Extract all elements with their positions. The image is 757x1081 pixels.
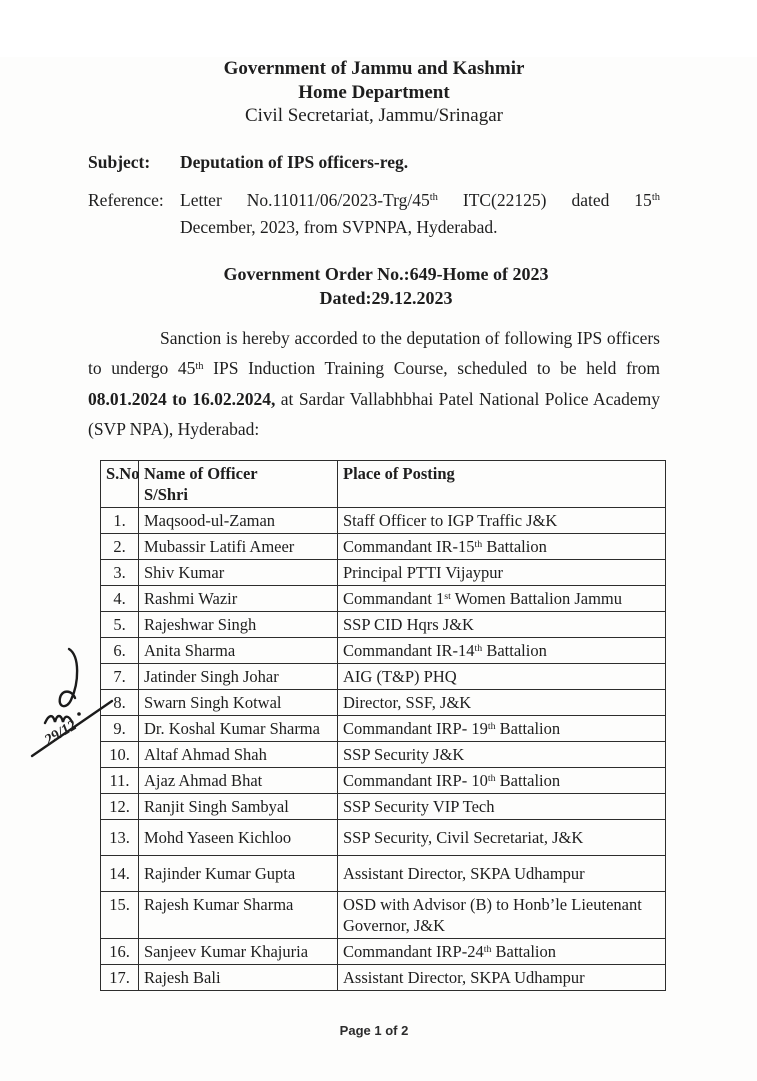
sno-cell: 10. xyxy=(101,741,139,767)
posting-cell: AIG (T&P) PHQ xyxy=(338,663,666,689)
officer-table-body xyxy=(101,507,666,990)
order-number-line: Government Order No.:649-Home of 2023 xyxy=(223,263,549,284)
department-title: Home Department xyxy=(298,81,450,103)
sno-cell: 16. xyxy=(101,938,139,964)
sno-cell: 13. xyxy=(101,819,139,855)
posting-cell: Commandant IR-14th Battalion xyxy=(338,637,666,663)
posting-cell: Commandant IRP- 10th Battalion xyxy=(338,767,666,793)
table-row xyxy=(101,689,666,715)
officer-name-cell: Swarn Singh Kotwal xyxy=(139,689,338,715)
posting-cell: Director, SSF, J&K xyxy=(338,689,666,715)
posting-cell: Commandant IR-15th Battalion xyxy=(338,533,666,559)
table-row xyxy=(101,533,666,559)
posting-cell: SSP Security, Civil Secretariat, J&K xyxy=(338,819,666,855)
sno-cell: 15. xyxy=(101,891,139,938)
header-sno: S.No xyxy=(101,460,139,507)
sno-cell: 9. xyxy=(101,715,139,741)
officer-name-cell: Jatinder Singh Johar xyxy=(139,663,338,689)
table-row xyxy=(101,855,666,891)
table-row xyxy=(101,819,666,855)
sno-cell: 4. xyxy=(101,585,139,611)
officer-name-cell: Ranjit Singh Sambyal xyxy=(139,793,338,819)
header-name: Name of Officer S/Shri xyxy=(139,460,338,507)
sno-cell: 12. xyxy=(101,793,139,819)
officer-name-cell: Maqsood-ul-Zaman xyxy=(139,507,338,533)
reference-line-2: December, 2023, from SVPNPA, Hyderabad. xyxy=(180,216,498,237)
officer-name-cell: Sanjeev Kumar Khajuria xyxy=(139,938,338,964)
sno-cell: 2. xyxy=(101,533,139,559)
officer-name-cell: Dr. Koshal Kumar Sharma xyxy=(139,715,338,741)
posting-cell: SSP Security J&K xyxy=(338,741,666,767)
sno-cell: 14. xyxy=(101,855,139,891)
government-title: Government of Jammu and Kashmir xyxy=(223,58,525,79)
table-row xyxy=(101,507,666,533)
officer-name-cell: Rashmi Wazir xyxy=(139,585,338,611)
signature-scribble-icon xyxy=(28,643,120,767)
table-row xyxy=(101,741,666,767)
posting-cell: Commandant IRP-24th Battalion xyxy=(338,938,666,964)
sno-cell: 5. xyxy=(101,611,139,637)
table-row xyxy=(101,938,666,964)
reference-text xyxy=(180,187,660,241)
sno-cell: 11. xyxy=(101,767,139,793)
table-row xyxy=(101,964,666,990)
order-date-line: Dated:29.12.2023 xyxy=(319,287,453,308)
posting-cell: Principal PTTI Vijaypur xyxy=(338,559,666,585)
table-row xyxy=(101,585,666,611)
reference-row xyxy=(88,187,660,241)
officer-name-cell: Altaf Ahmad Shah xyxy=(139,741,338,767)
secretariat-line: Civil Secretariat, Jammu/Srinagar xyxy=(244,105,503,126)
officer-name-cell: Mubassir Latifi Ameer xyxy=(139,533,338,559)
officer-table xyxy=(100,460,666,991)
handwritten-signature xyxy=(28,643,120,767)
subject-text: Deputation of IPS officers-reg. xyxy=(180,151,409,172)
officer-name-cell: Rajesh Bali xyxy=(139,964,338,990)
posting-cell: Staff Officer to IGP Traffic J&K xyxy=(338,507,666,533)
header-posting: Place of Posting xyxy=(338,460,666,507)
table-row xyxy=(101,715,666,741)
posting-cell: Commandant IRP- 19th Battalion xyxy=(338,715,666,741)
table-row xyxy=(101,891,666,938)
posting-cell: Commandant 1st Women Battalion Jammu xyxy=(338,585,666,611)
officer-name-cell: Ajaz Ahmad Bhat xyxy=(139,767,338,793)
subject-label: Subject: xyxy=(88,151,151,172)
table-row xyxy=(101,559,666,585)
sanction-paragraph: Sanction is hereby accorded to the deputation of following IPS officers to undergo 45th IPS Induction Training Course, scheduled to be held from 08.01.2024 to 16.02.2024, at Sardar Vallabhbhai Patel National Police Academy (SVP NPA), Hyderabad: xyxy=(88,327,661,439)
reference-line-1: Letter No.11011/06/2023-Trg/45th ITC(22125) dated 15th xyxy=(180,189,660,210)
posting-cell: Assistant Director, SKPA Udhampur xyxy=(338,964,666,990)
officer-name-cell: Rajeshwar Singh xyxy=(139,611,338,637)
table-row xyxy=(101,793,666,819)
officer-name-cell: Shiv Kumar xyxy=(139,559,338,585)
table-row xyxy=(101,637,666,663)
document-header xyxy=(88,57,660,128)
sno-cell: 3. xyxy=(101,559,139,585)
posting-cell: SSP Security VIP Tech xyxy=(338,793,666,819)
sno-cell: 6. xyxy=(101,637,139,663)
table-header-row xyxy=(101,460,666,507)
order-block xyxy=(112,262,660,310)
officer-name-cell: Anita Sharma xyxy=(139,637,338,663)
officer-name-cell: Mohd Yaseen Kichloo xyxy=(139,819,338,855)
table-row xyxy=(101,611,666,637)
sno-cell: 1. xyxy=(101,507,139,533)
officer-name-cell: Rajinder Kumar Gupta xyxy=(139,855,338,891)
table-row xyxy=(101,663,666,689)
table-row xyxy=(101,767,666,793)
posting-cell: Assistant Director, SKPA Udhampur xyxy=(338,855,666,891)
sno-cell: 17. xyxy=(101,964,139,990)
sno-cell: 7. xyxy=(101,663,139,689)
posting-cell: OSD with Advisor (B) to Honb’le Lieutenant Governor, J&K xyxy=(338,891,666,938)
training-dates: 08.01.2024 to 16.02.2024, xyxy=(88,388,276,409)
reference-label: Reference: xyxy=(88,189,164,210)
officer-name-cell: Rajesh Kumar Sharma xyxy=(139,891,338,938)
sno-cell: 8. xyxy=(101,689,139,715)
page-number-indicator: Page 1 of 2 xyxy=(339,1022,409,1038)
signature-date: 29/12 xyxy=(42,717,80,749)
scanned-document-page xyxy=(0,57,757,1081)
subject-row xyxy=(88,149,660,176)
posting-cell: SSP CID Hqrs J&K xyxy=(338,611,666,637)
